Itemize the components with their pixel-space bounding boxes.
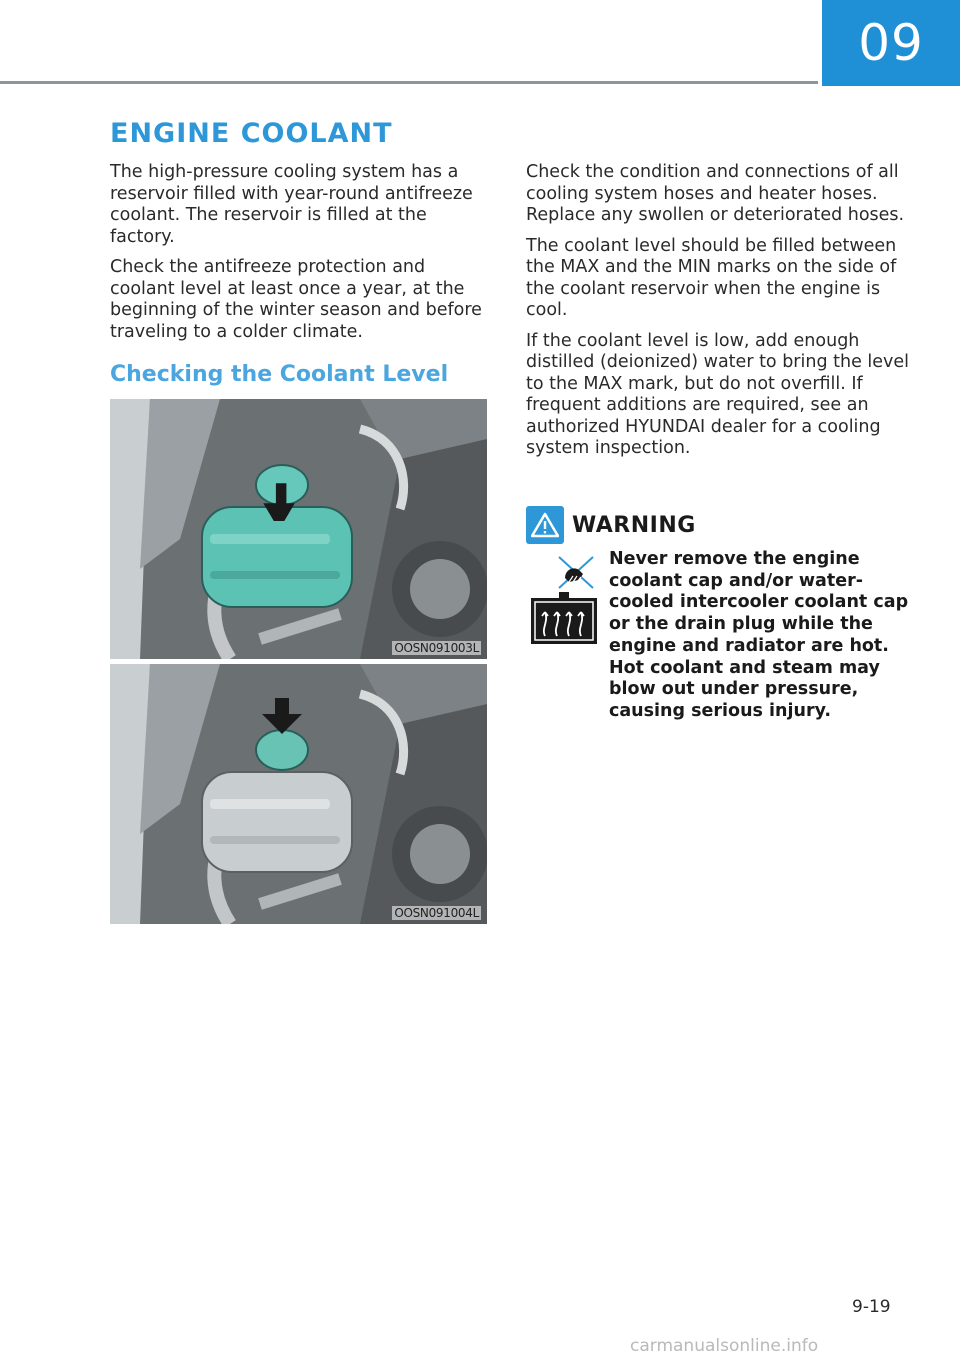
engine-bay-figure-max <box>110 399 487 659</box>
warning-title: WARNING <box>572 512 696 538</box>
right-column <box>526 162 911 469</box>
intro-paragraph: The high-pressure cooling system has a reservoir filled with year-round antifreeze coolant. The reservoir is filled at the factory. <box>110 162 473 247</box>
hot-radiator-icon <box>529 552 599 651</box>
engine-bay-figure-cap <box>110 664 487 924</box>
engine-bay-illustration <box>110 664 487 924</box>
chapter-tab <box>822 0 960 86</box>
warning-text: Never remove the engine coolant cap and/or water-cooled intercooler coolant cap or the drain plug while the engine and radiator are hot. Hot coolant and steam may blow out under pressure, causing serious injury. <box>609 549 909 721</box>
page-number: 9-19 <box>852 1297 891 1317</box>
subsection-title: Checking the Coolant Level <box>110 362 449 387</box>
body-paragraph: Check the condition and connections of all cooling system hoses and heater hoses. Replace any swollen or deteriorated hoses. <box>526 162 905 225</box>
figure-code: OOSN091004L <box>394 906 479 920</box>
section-title: ENGINE COOLANT <box>110 118 393 149</box>
warning-header <box>526 506 696 544</box>
chapter-number: 09 <box>858 14 924 72</box>
header-rule <box>0 81 818 84</box>
left-column <box>110 162 495 352</box>
warning-triangle-icon <box>526 506 564 544</box>
engine-bay-illustration <box>110 399 487 659</box>
body-paragraph: The coolant level should be filled between the MAX and the MIN marks on the side of the coolant reservoir when the engine is cool. <box>526 235 897 320</box>
watermark: carmanualsonline.info <box>630 1336 819 1356</box>
intro-paragraph: Check the antifreeze protection and coolant level at least once a year, at the beginning of the winter season and before traveling to a colder climate. <box>110 257 482 342</box>
figure-code: OOSN091003L <box>394 641 479 655</box>
body-paragraph: If the coolant level is low, add enough distilled (deionized) water to bring the level to the MAX mark, but do not overfill. If frequent additions are required, see an authorized HYUNDAI dealer for a cooling system inspection. <box>526 330 910 458</box>
